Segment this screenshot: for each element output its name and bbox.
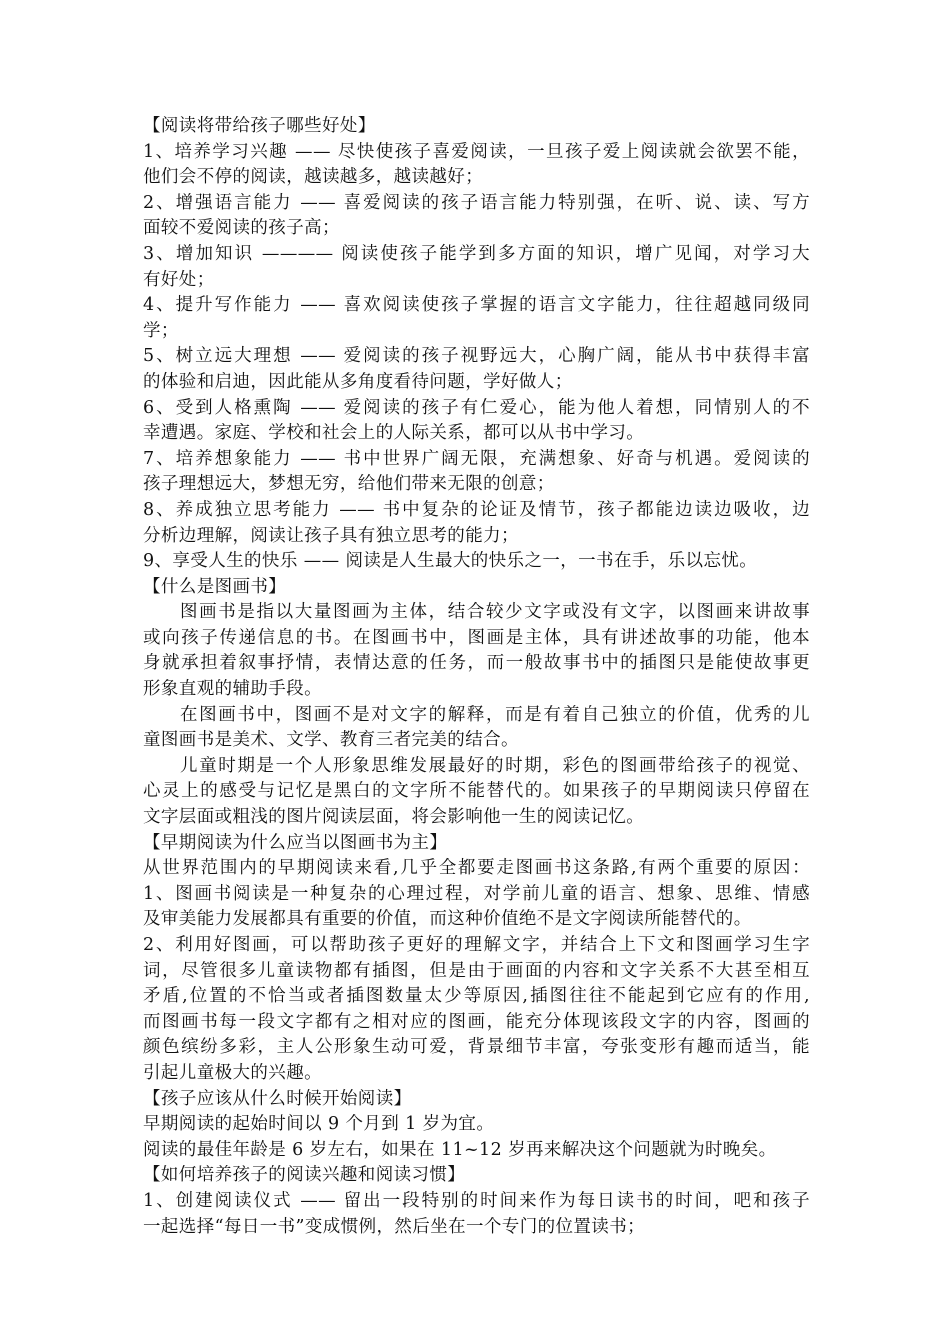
text-line: 儿童时期是一个人形象思维发展最好的时期，彩色的图画带给孩子的视觉、 (180, 755, 810, 776)
section-heading: 【阅读将带给孩子哪些好处】 (143, 116, 376, 136)
text-line: 图画书是指以大量图画为主体，结合较少文字或没有文字，以图画来讲故事 (180, 602, 810, 623)
text-line: 1、培养学习兴趣 —— 尽快使孩子喜爱阅读，一旦孩子爱上阅读就会欲罢不能， (143, 141, 810, 162)
section-heading: 【如何培养孩子的阅读兴趣和阅读习惯】 (143, 1165, 466, 1186)
text-line: 文字层面或粗浅的图片阅读层面，将会影响他一生的阅读记忆。 (143, 807, 645, 828)
text-line: 阅读的最佳年龄是 6 岁左右，如果在 11~12 岁再来解决这个问题就为时晚矣。 (143, 1139, 777, 1160)
text-line: 颜色缤纷多彩，主人公形象生动可爱，背景细节丰富，夸张变形有趣而适当，能 (143, 1037, 810, 1058)
text-line: 学； (143, 320, 179, 341)
text-line: 童图画书是美术、文学、教育三者完美的结合。 (143, 730, 519, 751)
text-line: 2、利用好图画，可以帮助孩子更好的理解文字，并结合上下文和图画学习生字 (143, 935, 810, 955)
document-body (143, 114, 810, 1240)
text-line: 的体验和启迪，因此能从多角度看待问题，学好做人； (143, 371, 573, 392)
section-heading: 【早期阅读为什么应当以图画书为主】 (143, 832, 448, 853)
text-line: 2、增强语言能力 —— 喜爱阅读的孩子语言能力特别强，在听、说、读、写方 (143, 192, 810, 213)
text-line: 早期阅读的起始时间以 9 个月到 1 岁为宜。 (143, 1114, 495, 1135)
text-line: 引起儿童极大的兴趣。 (143, 1062, 322, 1083)
text-line: 矛盾,位置的不恰当或者插图数量太少等原因,插图往往不能起到它应有的作用, (143, 986, 810, 1007)
text-line: 1、创建阅读仪式 —— 留出一段特别的时间来作为每日读书的时间，吧和孩子 (143, 1190, 810, 1211)
text-line: 7、培养想象能力 —— 书中世界广阔无限，充满想象、好奇与机遇。爱阅读的 (143, 448, 810, 469)
text-line: 他们会不停的阅读，越读越多，越读越好； (143, 167, 484, 188)
text-line: 一起选择“每日一书”变成惯例，然后坐在一个专门的位置读书； (143, 1216, 645, 1237)
text-line: 孩子理想远大，梦想无穷，给他们带来无限的创意； (143, 474, 555, 495)
text-line: 心灵上的感受与记忆是黑白的文字所不能替代的。如果孩子的早期阅读只停留在 (143, 781, 810, 802)
text-line: 3、增加知识 ———— 阅读使孩子能学到多方面的知识，增广见闻，对学习大 (143, 243, 810, 264)
section-heading: 【什么是图画书】 (143, 576, 287, 597)
text-line: 面较不爱阅读的孩子高； (143, 218, 340, 239)
text-line: 4、提升写作能力 —— 喜欢阅读使孩子掌握的语言文字能力，往往超越同级同 (143, 295, 810, 316)
text-line: 9、享受人生的快乐 —— 阅读是人生最大的快乐之一，一书在手，乐以忘忧。 (143, 551, 758, 572)
text-line: 幸遭遇。家庭、学校和社会上的人际关系，都可以从书中学习。 (143, 423, 645, 444)
text-line: 或向孩子传递信息的书。在图画书中，图画是主体，具有讲述故事的功能，他本 (143, 627, 810, 648)
text-line: 身就承担着叙事抒情，表情达意的任务，而一般故事书中的插图只是能使故事更 (143, 653, 810, 674)
text-line: 有好处； (143, 269, 215, 290)
text-line: 5、树立远大理想 —— 爱阅读的孩子视野远大，心胸广阔，能从书中获得丰富 (143, 346, 810, 367)
text-line: 词，尽管很多儿童读物都有插图，但是由于画面的内容和文字关系不大甚至相互 (143, 960, 810, 981)
text-line: 及审美能力发展都具有重要的价值，而这种价值绝不是文字阅读所能替代的。 (143, 909, 752, 930)
text-line: 1、图画书阅读是一种复杂的心理过程，对学前儿童的语言、想象、思维、情感 (143, 883, 810, 904)
text-line: 而图画书每一段文字都有之相对应的图画，能充分体现该段文字的内容，图画的 (143, 1011, 810, 1032)
text-line: 6、受到人格熏陶 —— 爱阅读的孩子有仁爱心，能为他人着想，同情别人的不 (143, 397, 810, 418)
text-line: 形象直观的辅助手段。 (143, 679, 322, 700)
text-line: 从世界范围内的早期阅读来看,几乎全都要走图画书这条路,有两个重要的原因： (143, 858, 810, 879)
text-line: 8、养成独立思考能力 —— 书中复杂的论证及情节，孩子都能边读边吸收，边 (143, 499, 810, 520)
section-heading: 【孩子应该从什么时候开始阅读】 (143, 1088, 412, 1109)
text-line: 分析边理解，阅读让孩子具有独立思考的能力； (143, 525, 519, 546)
text-line: 在图画书中，图画不是对文字的解释，而是有着自己独立的价值，优秀的儿 (180, 704, 810, 725)
